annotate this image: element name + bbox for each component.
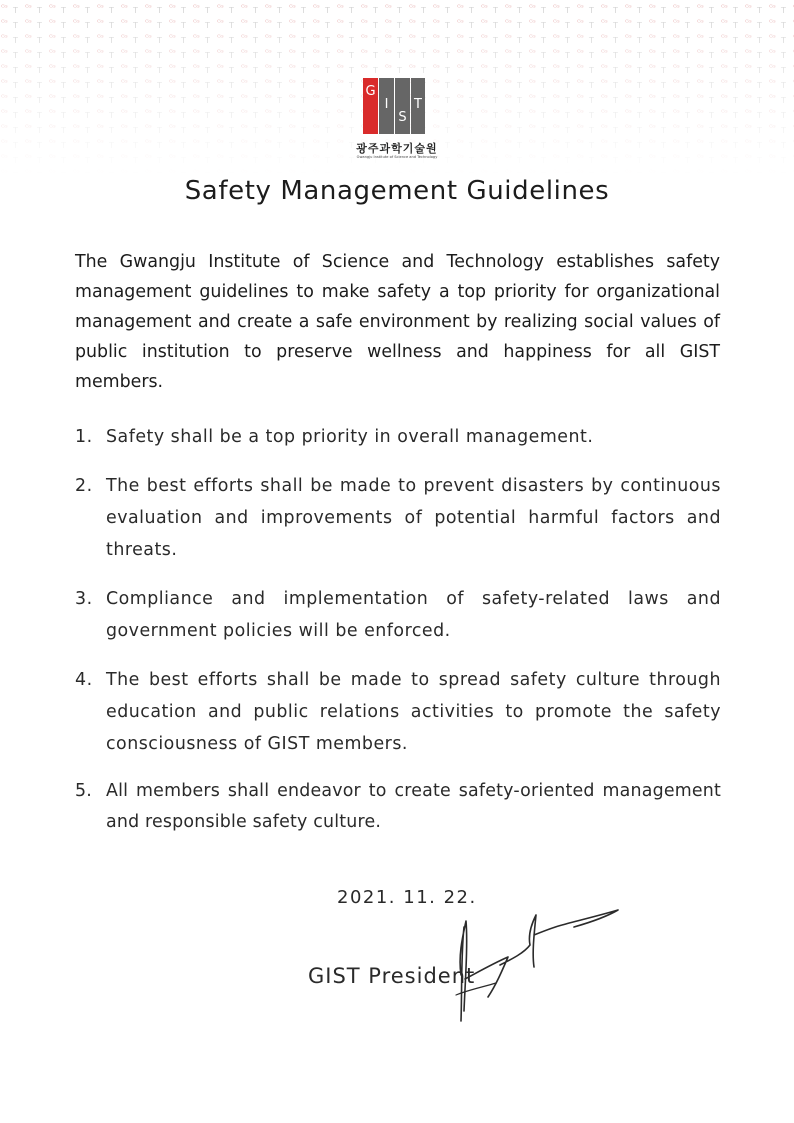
gist-logo [363, 78, 425, 134]
guideline-text: Safety shall be a top priority in overall management. [106, 427, 594, 447]
guideline-text: All members shall endeavor to create safety-oriented management and responsible safety culture. [106, 781, 721, 832]
logo-gray-bar-2 [395, 78, 410, 134]
handwritten-signature [428, 895, 628, 1030]
guideline-number: 3. [75, 589, 93, 609]
logo-letter-g: G [365, 84, 376, 99]
guideline-item [75, 664, 721, 760]
guideline-item [75, 776, 721, 838]
guideline-number: 1. [75, 427, 93, 447]
logo-letter-i: I [384, 97, 389, 112]
institute-name-korean: 광주과학기술원 [356, 142, 438, 155]
intro-paragraph: The Gwangju Institute of Science and Technology establishes safety management guidelines to make safety a top priority for organizational management and create a safe environment by realizing social values of public institution to preserve wellness and happiness for all GIST members. [75, 252, 720, 392]
guideline-item [75, 583, 721, 647]
document-date: 2021. 11. 22. [337, 887, 477, 908]
guideline-number: 4. [75, 670, 93, 690]
guideline-item [75, 470, 721, 566]
guideline-text: Compliance and implementation of safety-related laws and government policies will be enforced. [106, 589, 721, 641]
institute-name-english: Gwangju Institute of Science and Technology [356, 155, 438, 159]
logo-letter-t: T [414, 97, 422, 112]
signatory-title: GIST President [308, 964, 476, 988]
logo-letter-s: S [398, 110, 407, 125]
guideline-number: 5. [75, 781, 92, 801]
guidelines-list [75, 422, 721, 838]
guideline-item [75, 422, 721, 452]
page-title: Safety Management Guidelines [184, 176, 610, 206]
guideline-text: The best efforts shall be made to prevent disasters by continuous evaluation and improvements of potential harmful factors and threats. [106, 476, 721, 560]
guideline-number: 2. [75, 476, 93, 496]
guideline-text: The best efforts shall be made to spread safety culture through education and public relations activities to promote the safety consciousness of GIST members. [106, 670, 721, 754]
